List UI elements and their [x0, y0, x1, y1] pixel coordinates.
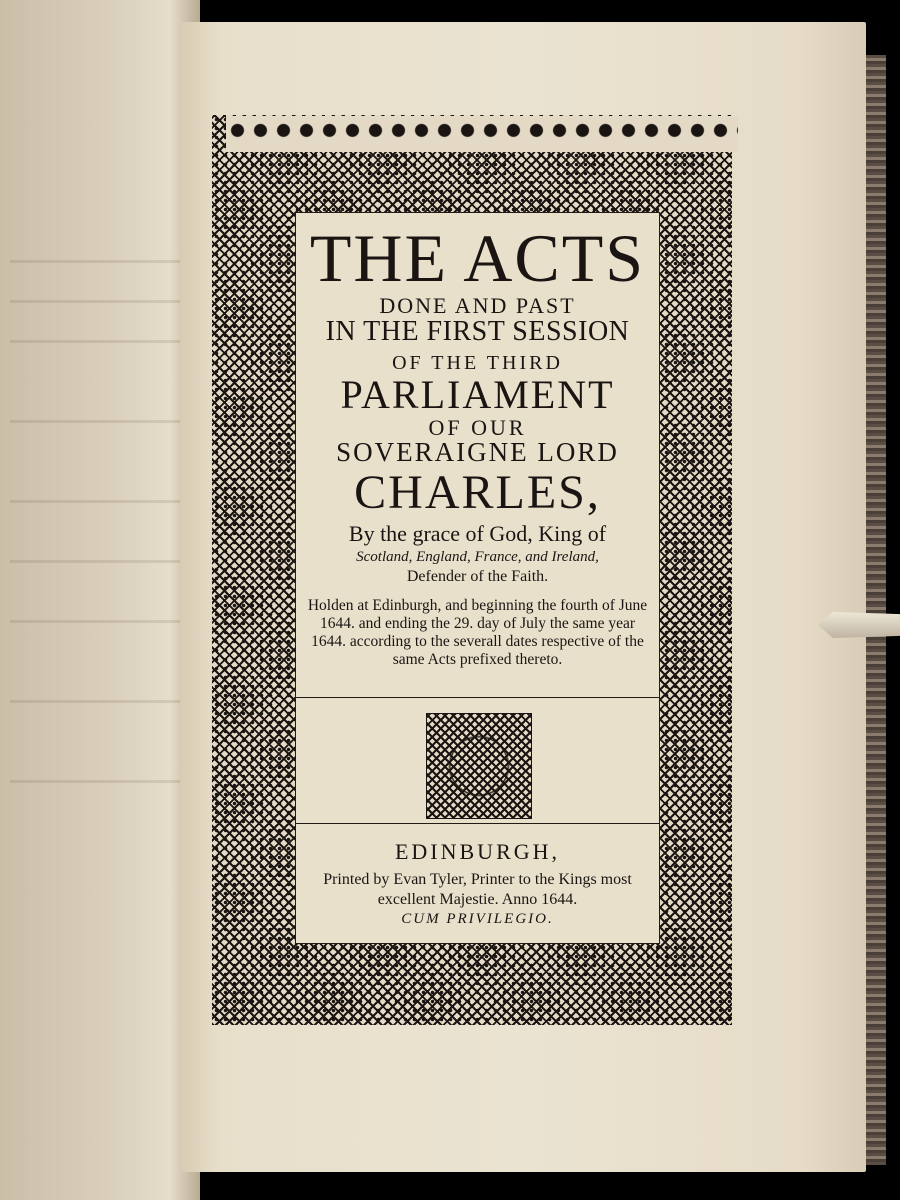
title-line-1: THE ACTS [309, 220, 646, 296]
session-paragraph: Holden at Edinburgh, and beginning the fourth of June 1644. and ending the 29. day of July the same year 1644. according to the severall dates respective of the same Acts prefixed thereto. [307, 597, 648, 668]
title-line-11: Defender of the Faith. [406, 568, 549, 585]
bookmark-ribbon [818, 612, 900, 638]
title-line-2: DONE AND PAST [379, 293, 576, 318]
title-line-10: Scotland, England, France, and Ireland, [356, 549, 599, 565]
imprint-city: EDINBURGH, [394, 839, 561, 864]
divider-rule-bottom [296, 823, 659, 824]
title-line-7: SOVERAIGNE LORD [336, 437, 619, 467]
left-facing-page [0, 0, 200, 1200]
crown-ornament-row [226, 116, 738, 152]
privilege-line: CUM PRIVILEGIO. [401, 911, 554, 927]
title-line-8: CHARLES, [354, 466, 601, 519]
title-line-3: IN THE FIRST SESSION [325, 316, 630, 347]
printers-ornament [426, 713, 532, 819]
title-line-6: OF OUR [428, 415, 527, 440]
title-line-4: OF THE THIRD [392, 352, 563, 374]
title-line-9: By the grace of God, King of [348, 521, 607, 546]
imprint-printer: Printed by Evan Tyler, Printer to the Kings most excellent Majestie. Anno 1644. [323, 871, 632, 908]
title-text-panel [295, 212, 660, 944]
title-line-5: PARLIAMENT [340, 372, 615, 417]
divider-rule-top [296, 697, 659, 698]
